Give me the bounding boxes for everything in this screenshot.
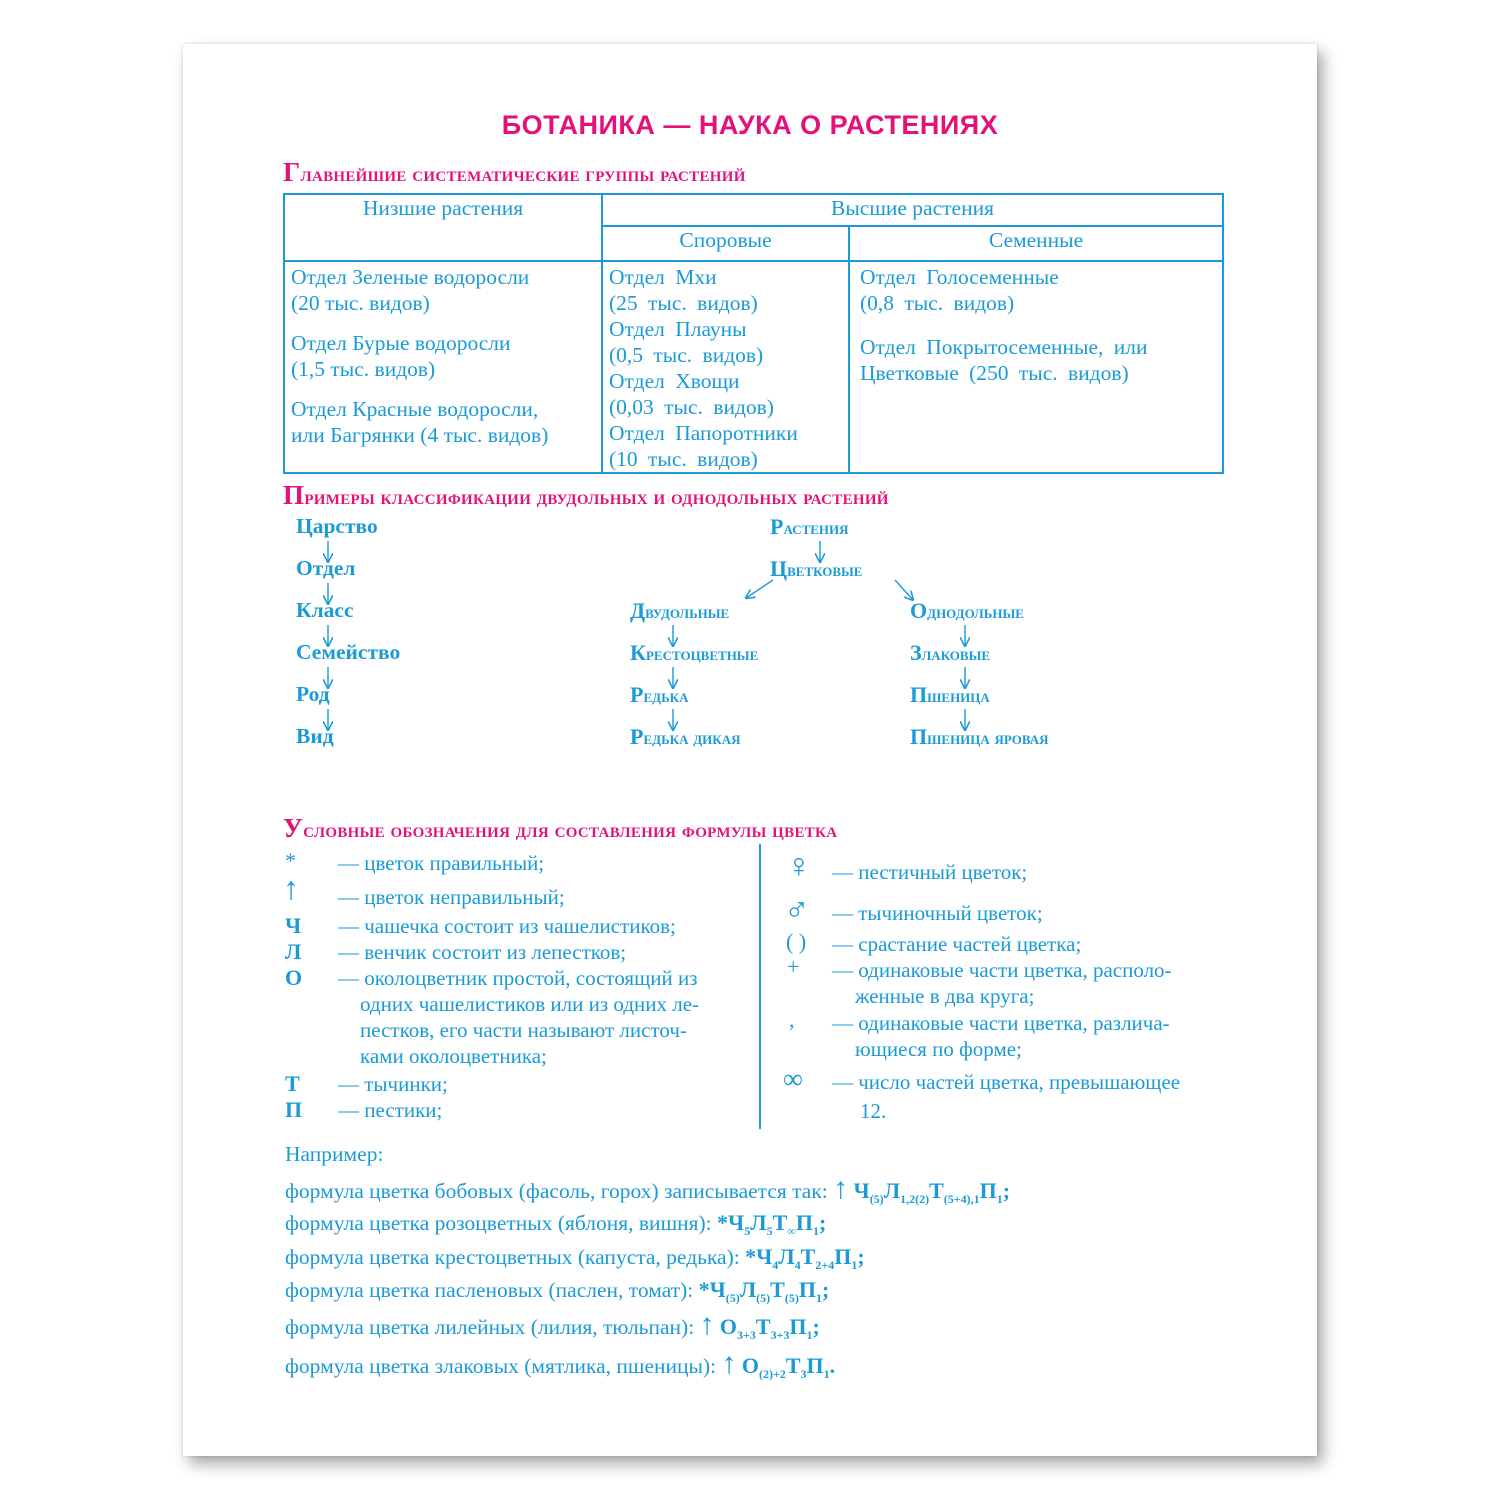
division-gymnosperms: Отдел Голосеменные (0,8 тыс. видов) — [860, 265, 1059, 315]
legend-infinity-2: 12. — [860, 1099, 887, 1123]
symbol-stamens: Т — [285, 1071, 300, 1096]
division-horsetails: Отдел Хвощи (0,03 тыс. видов) — [609, 369, 774, 419]
symbol-plus: + — [787, 954, 800, 979]
legend-two-circles-1: — одинаковые части цветка, располо- — [832, 958, 1172, 982]
taxon-dicots: Двудольные — [630, 598, 730, 623]
legend-perianth-3: пестков, его части называют листоч- — [360, 1018, 687, 1042]
legend-differ-1: — одинаковые части цветка, различа- — [832, 1011, 1170, 1035]
legend-infinity-1: — число частей цветка, превышающее — [832, 1070, 1181, 1094]
legend-perianth-1: — околоцветник простой, состоящий из — [338, 966, 698, 990]
taxon-spring-wheat: Пшеница яровая — [910, 724, 1049, 749]
rank-kingdom: Царство — [296, 514, 378, 538]
taxon-wheat: Пшеница — [910, 682, 990, 707]
legend-regular: — цветок правильный; — [338, 851, 545, 875]
taxon-grasses: Злаковые — [910, 640, 991, 665]
legend-perianth-2: одних чашелистиков или из одних ле- — [360, 992, 700, 1016]
division-red-algae: Отдел Красные водоросли, или Багрянки (4 тыс. видов) — [291, 397, 549, 447]
header-lower-plants: Низшие растения — [284, 194, 602, 261]
examples-intro: Например: — [285, 1142, 384, 1166]
legend-perianth-4: ками околоцветника; — [360, 1044, 547, 1068]
arrow-diagonal-left — [746, 580, 773, 598]
division-clubmosses: Отдел Плауны (0,5 тыс. видов) — [609, 317, 764, 367]
symbol-infinity: ∞ — [783, 1064, 803, 1095]
section-heading-classification: Примеры классификации двудольных и однодольных растений — [283, 480, 889, 510]
header-higher-plants: Высшие растения — [602, 194, 1223, 226]
formula-poaceae: формула цветка злаковых (мятлика, пшеницы): ↑ $О_{(2)+2}Т_3П_1$. — [285, 1347, 836, 1381]
division-green-algae: Отдел Зеленые водоросли (20 тыс. видов) — [291, 265, 530, 315]
legend-stamens: — тычинки; — [338, 1072, 448, 1096]
division-mosses: Отдел Мхи (25 тыс. видов) — [609, 265, 758, 315]
legend-two-circles-2: женные в два круга; — [855, 984, 1035, 1008]
symbol-calyx: Ч — [285, 913, 302, 938]
symbol-pistils: П — [285, 1097, 303, 1122]
symbol-perianth: О — [285, 965, 303, 990]
formula-liliaceae: формула цветка лилейных (лилия, тюльпан): ↑ $О_{3+3}Т_{3+3}П_1$; — [285, 1308, 820, 1342]
taxon-monocots: Однодольные — [910, 598, 1024, 623]
formula-cruciferae: формула цветка крестоцветных (капуста, редька): $*Ч_4Л_4Т_{2+4}П_1$; — [285, 1244, 865, 1272]
taxon-wild-radish: Редька дикая — [630, 724, 741, 749]
symbol-irregular-arrow-icon: ↑ — [283, 870, 299, 906]
legend-fusion: — срастание частей цветка; — [832, 932, 1082, 956]
legend-pistillate: — пестичный цветок; — [832, 860, 1028, 884]
arrow-diagonal-right — [895, 580, 913, 600]
legend-differ-2: ющиеся по форме; — [855, 1037, 1022, 1061]
header-spore-plants: Споровые — [602, 226, 849, 261]
division-brown-algae: Отдел Бурые водоросли (1,5 тыс. видов) — [291, 331, 511, 381]
taxon-cruciferae: Крестоцветные — [630, 640, 759, 665]
symbol-corolla: Л — [285, 939, 302, 964]
formula-rosaceae: формула цветка розоцветных (яблоня, вишня): $*Ч_5Л_5Т_\infty П_1$; — [285, 1210, 827, 1238]
section-heading-groups: Главнейшие систематические группы растений — [283, 157, 746, 187]
taxon-plants: Растения — [770, 514, 849, 539]
legend-staminate: — тычиночный цветок; — [832, 901, 1043, 925]
legend-irregular: — цветок неправильный; — [338, 885, 565, 909]
section-heading-symbols: Условные обозначения для составления формулы цветка — [283, 813, 838, 843]
symbol-comma: , — [789, 1007, 795, 1032]
taxon-flowering: Цветковые — [770, 556, 863, 581]
symbol-female-icon: ♀ — [786, 848, 812, 885]
formula-solanaceae: формула цветка пасленовых (паслен, томат): $*Ч_{(5)}Л_{(5)}Т_{(5)}П_1$; — [285, 1277, 830, 1305]
rank-class: Класс — [296, 598, 354, 622]
legend-calyx: — чашечка состоит из чашелистиков; — [338, 914, 676, 938]
symbol-fusion: ( ) — [786, 929, 807, 954]
header-seed-plants: Семенные — [849, 226, 1223, 261]
symbol-male-icon: ♂ — [784, 892, 810, 929]
division-angiosperms: Отдел Покрытосеменные, или Цветковые (250 тыс. видов) — [860, 335, 1148, 385]
formula-legumes: формула цветка бобовых (фасоль, горох) записывается так: ↑ $Ч_{(5)}Л_{1,2(2)}Т_{(5+4),1}П_1$; — [285, 1172, 1011, 1206]
rank-family: Семейство — [296, 640, 401, 664]
division-ferns: Отдел Папоротники (10 тыс. видов) — [609, 421, 798, 471]
legend-pistils: — пестики; — [338, 1098, 443, 1122]
page-sheet — [183, 44, 1317, 1456]
rank-species: Вид — [296, 724, 334, 748]
rank-division: Отдел — [296, 556, 356, 580]
symbol-regular: * — [285, 848, 296, 873]
page-title: БОТАНИКА — НАУКА О РАСТЕНИЯХ — [501, 110, 999, 140]
legend-corolla: — венчик состоит из лепестков; — [338, 940, 627, 964]
taxon-radish: Редька — [630, 682, 689, 707]
rank-genus: Род — [296, 682, 330, 706]
